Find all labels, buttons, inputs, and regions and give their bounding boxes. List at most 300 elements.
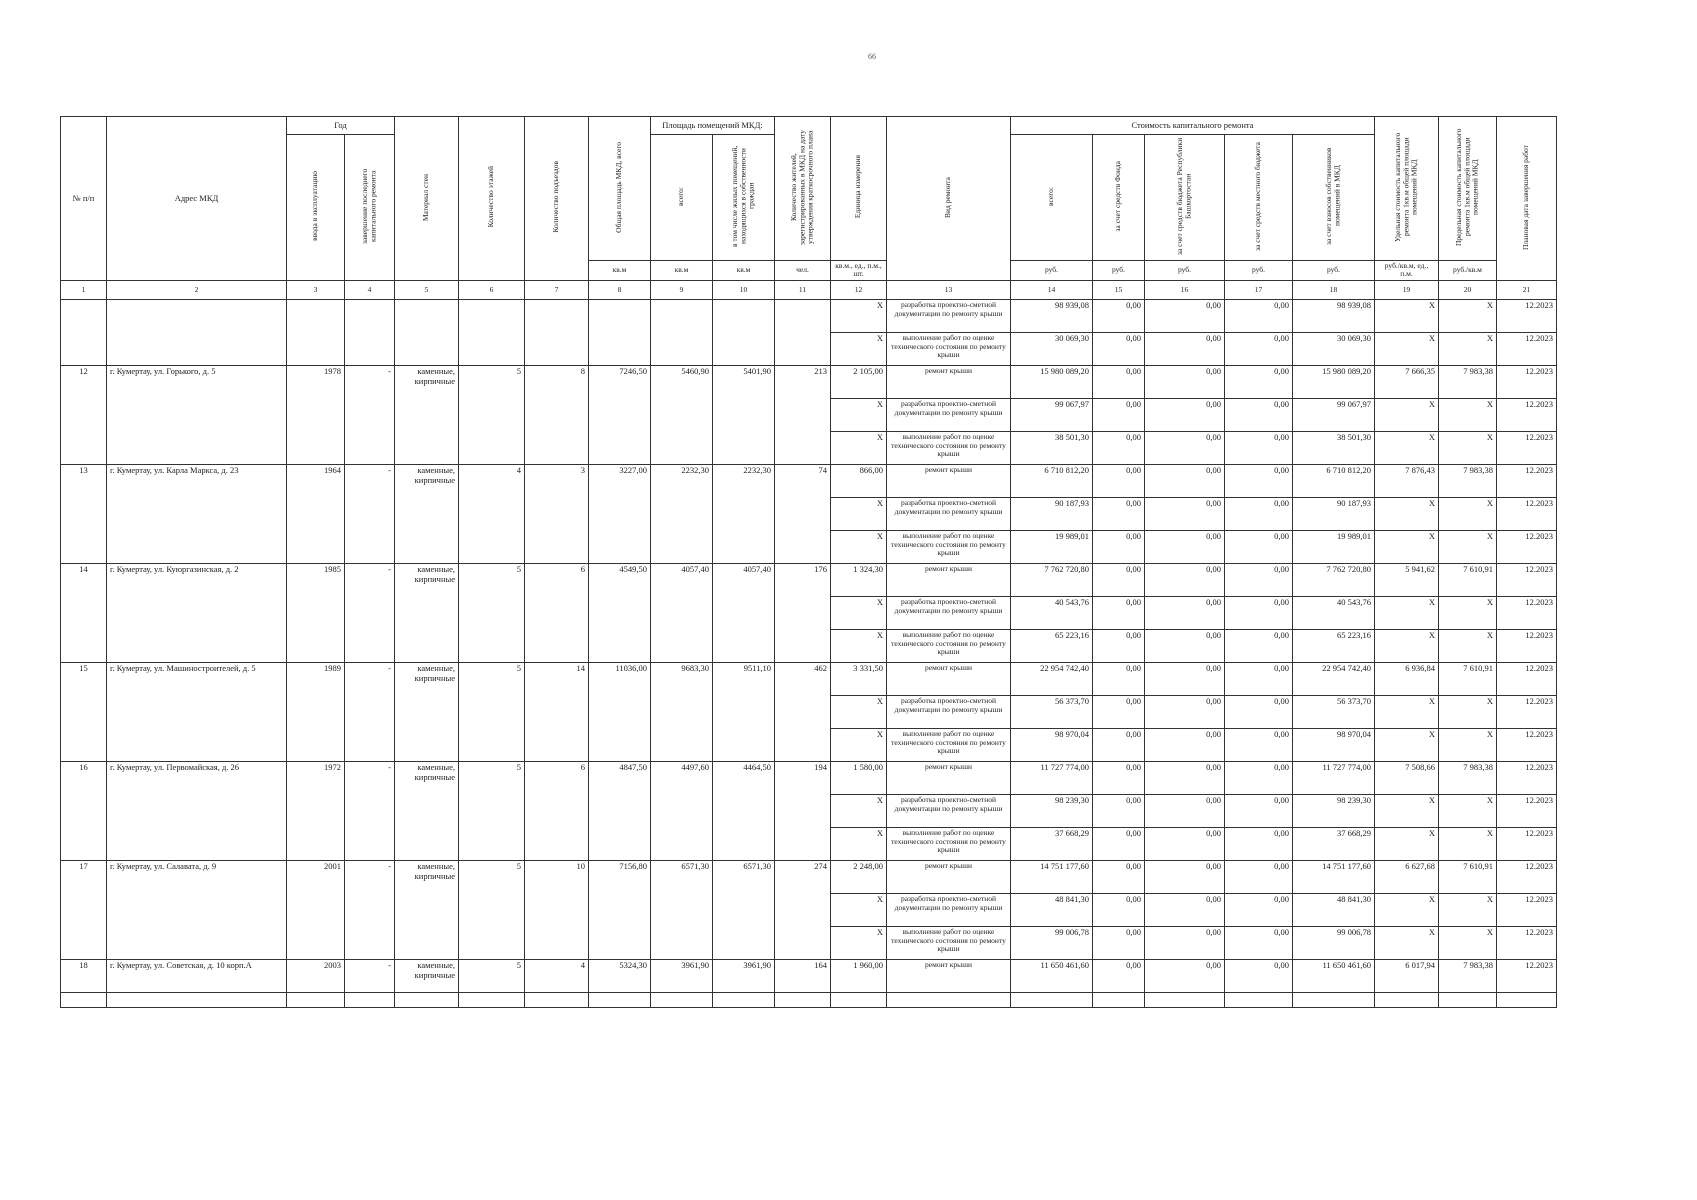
cost-local: 0,00: [1225, 300, 1293, 333]
entrances-count: 4: [525, 960, 589, 993]
repair-plan-sheet: [60, 116, 1697, 1076]
column-number: 14: [1011, 281, 1093, 300]
empty-cell: [775, 300, 831, 366]
cost-fund: 0,00: [1093, 696, 1145, 729]
x-mark: X: [1439, 927, 1497, 960]
x-mark: X: [831, 597, 887, 630]
repair-type: ремонт крыши: [887, 762, 1011, 795]
column-number: 2: [107, 281, 287, 300]
cost-local: 0,00: [1225, 795, 1293, 828]
cost-local: 0,00: [1225, 465, 1293, 498]
floors-count: 5: [459, 564, 525, 663]
x-mark: X: [1439, 828, 1497, 861]
cost-total: 65 223,16: [1011, 630, 1093, 663]
cost-total: 19 989,01: [1011, 531, 1093, 564]
unit-measure-unit: кв.м., ед., п.м., шт.: [831, 260, 887, 280]
row-number: 16: [61, 762, 107, 861]
repair-type: выполнение работ по оценке технического состояния по ремонту крыши: [887, 531, 1011, 564]
column-number: 1: [61, 281, 107, 300]
residents-count: 274: [775, 861, 831, 960]
header-address: Адрес МКД: [107, 117, 287, 281]
column-number: 12: [831, 281, 887, 300]
cost-fund: 0,00: [1093, 300, 1145, 333]
cost-total: 11 650 461,60: [1011, 960, 1093, 993]
column-number: 3: [287, 281, 345, 300]
cost-republic: 0,00: [1145, 828, 1225, 861]
cost-local: 0,00: [1225, 828, 1293, 861]
cost-total: 22 954 742,40: [1011, 663, 1093, 696]
premises-residents: 4464,50: [713, 762, 775, 861]
empty-cell: [1145, 993, 1225, 1008]
wall-material: каменные, кирпичные: [395, 861, 459, 960]
x-mark: X: [831, 927, 887, 960]
x-mark: X: [1439, 696, 1497, 729]
residents-count: 164: [775, 960, 831, 993]
column-number: 21: [1497, 281, 1557, 300]
unit-max-cost: руб./кв.м: [1439, 260, 1497, 280]
empty-cell: [1225, 993, 1293, 1008]
max-cost: 7 983,38: [1439, 960, 1497, 993]
header-max-cost: Предельная стоимость капитального ремонта 1кв.м общей площади помещений МКД: [1439, 117, 1497, 261]
repair-type: ремонт крыши: [887, 465, 1011, 498]
planned-date: 12.2023: [1497, 762, 1557, 795]
premises-residents: 3961,90: [713, 960, 775, 993]
premises-total: 9683,30: [651, 663, 713, 762]
residents-count: 74: [775, 465, 831, 564]
planned-date: 12.2023: [1497, 564, 1557, 597]
empty-cell: [395, 300, 459, 366]
unit-cost: 6 017,94: [1375, 960, 1439, 993]
planned-date: 12.2023: [1497, 531, 1557, 564]
x-mark: X: [1375, 399, 1439, 432]
unit-total-area: кв.м: [589, 260, 651, 280]
premises-residents: 5401,90: [713, 366, 775, 465]
repair-type: выполнение работ по оценке технического состояния по ремонту крыши: [887, 927, 1011, 960]
empty-cell: [1093, 993, 1145, 1008]
cost-fund: 0,00: [1093, 399, 1145, 432]
cost-total: 7 762 720,80: [1011, 564, 1093, 597]
unit-cost-republic: руб.: [1145, 260, 1225, 280]
empty-cell: [61, 993, 107, 1008]
cost-owners: 22 954 742,40: [1293, 663, 1375, 696]
cost-republic: 0,00: [1145, 366, 1225, 399]
measure-value: 1 580,00: [831, 762, 887, 795]
empty-cell: [287, 993, 345, 1008]
max-cost: 7 983,38: [1439, 762, 1497, 795]
year-last-repair: -: [345, 861, 395, 960]
planned-date: 12.2023: [1497, 399, 1557, 432]
cost-republic: 0,00: [1145, 432, 1225, 465]
planned-date: 12.2023: [1497, 861, 1557, 894]
row-number: 18: [61, 960, 107, 993]
residents-count: 213: [775, 366, 831, 465]
planned-date: 12.2023: [1497, 465, 1557, 498]
empty-cell: [345, 300, 395, 366]
row-number: 13: [61, 465, 107, 564]
empty-cell: [713, 300, 775, 366]
max-cost: 7 983,38: [1439, 465, 1497, 498]
planned-date: 12.2023: [1497, 894, 1557, 927]
max-cost: 7 983,38: [1439, 366, 1497, 399]
empty-cell: [395, 993, 459, 1008]
cost-local: 0,00: [1225, 696, 1293, 729]
table-row: [61, 861, 1557, 894]
planned-date: 12.2023: [1497, 927, 1557, 960]
table-row: [61, 960, 1557, 993]
empty-cell: [1293, 993, 1375, 1008]
entrances-count: 14: [525, 663, 589, 762]
x-mark: X: [1375, 597, 1439, 630]
planned-date: 12.2023: [1497, 432, 1557, 465]
column-number: 11: [775, 281, 831, 300]
cost-local: 0,00: [1225, 729, 1293, 762]
x-mark: X: [831, 333, 887, 366]
cost-total: 98 239,30: [1011, 795, 1093, 828]
empty-cell: [589, 993, 651, 1008]
floors-count: 5: [459, 861, 525, 960]
year-commission: 1978: [287, 366, 345, 465]
unit-cost: 7 508,66: [1375, 762, 1439, 795]
repair-type: разработка проектно-сметной документации по ремонту крыши: [887, 498, 1011, 531]
x-mark: X: [1375, 432, 1439, 465]
x-mark: X: [831, 300, 887, 333]
column-number: 18: [1293, 281, 1375, 300]
entrances-count: 10: [525, 861, 589, 960]
empty-cell: [651, 300, 713, 366]
cost-total: 37 668,29: [1011, 828, 1093, 861]
x-mark: X: [1439, 399, 1497, 432]
max-cost: 7 610,91: [1439, 663, 1497, 696]
empty-cell: [651, 993, 713, 1008]
total-area: 4847,50: [589, 762, 651, 861]
cost-owners: 19 989,01: [1293, 531, 1375, 564]
year-commission: 1985: [287, 564, 345, 663]
cost-total: 15 980 089,20: [1011, 366, 1093, 399]
cost-local: 0,00: [1225, 663, 1293, 696]
cost-total: 14 751 177,60: [1011, 861, 1093, 894]
x-mark: X: [1375, 333, 1439, 366]
cost-owners: 11 650 461,60: [1293, 960, 1375, 993]
cost-local: 0,00: [1225, 498, 1293, 531]
column-number: 17: [1225, 281, 1293, 300]
unit-cost: 6 936,84: [1375, 663, 1439, 696]
header-measure-unit: Единица измерения: [831, 117, 887, 261]
total-area: 11036,00: [589, 663, 651, 762]
cost-local: 0,00: [1225, 432, 1293, 465]
header-cost-local: за счет средств местного бюджета: [1225, 135, 1293, 261]
premises-residents: 6571,30: [713, 861, 775, 960]
cost-owners: 14 751 177,60: [1293, 861, 1375, 894]
x-mark: X: [831, 696, 887, 729]
entrances-count: 6: [525, 762, 589, 861]
cost-owners: 90 187,93: [1293, 498, 1375, 531]
cost-republic: 0,00: [1145, 960, 1225, 993]
cost-total: 90 187,93: [1011, 498, 1093, 531]
measure-value: 2 248,00: [831, 861, 887, 894]
building-address: г. Кумертау, ул. Куюргазинская, д. 2: [107, 564, 287, 663]
cost-local: 0,00: [1225, 861, 1293, 894]
unit-cost: 5 941,62: [1375, 564, 1439, 597]
cost-fund: 0,00: [1093, 762, 1145, 795]
cost-fund: 0,00: [1093, 564, 1145, 597]
column-number: 5: [395, 281, 459, 300]
year-last-repair: -: [345, 663, 395, 762]
header-year-last-repair: завершение последнего капитального ремонта: [345, 135, 395, 281]
empty-cell: [525, 993, 589, 1008]
floors-count: 5: [459, 960, 525, 993]
column-number: 8: [589, 281, 651, 300]
cost-owners: 48 841,30: [1293, 894, 1375, 927]
x-mark: X: [1439, 531, 1497, 564]
floors-count: 5: [459, 366, 525, 465]
x-mark: X: [1375, 498, 1439, 531]
unit-cost: 7 666,35: [1375, 366, 1439, 399]
measure-value: 1 324,30: [831, 564, 887, 597]
wall-material: каменные, кирпичные: [395, 960, 459, 993]
header-wall-material: Материал стен: [395, 117, 459, 281]
total-area: 7246,50: [589, 366, 651, 465]
empty-cell: [831, 993, 887, 1008]
x-mark: X: [831, 531, 887, 564]
column-number: 13: [887, 281, 1011, 300]
cost-owners: 11 727 774,00: [1293, 762, 1375, 795]
building-address: г. Кумертау, ул. Салавата, д. 9: [107, 861, 287, 960]
cost-fund: 0,00: [1093, 729, 1145, 762]
cost-total: 56 373,70: [1011, 696, 1093, 729]
empty-cell: [345, 993, 395, 1008]
table-body: [61, 300, 1557, 1008]
planned-date: 12.2023: [1497, 630, 1557, 663]
measure-value: 866,00: [831, 465, 887, 498]
cost-republic: 0,00: [1145, 498, 1225, 531]
year-last-repair: -: [345, 564, 395, 663]
header-premises-total: всего:: [651, 135, 713, 261]
cost-fund: 0,00: [1093, 663, 1145, 696]
header-planned-date: Плановая дата завершения работ: [1497, 117, 1557, 281]
measure-value: 3 331,50: [831, 663, 887, 696]
cost-local: 0,00: [1225, 531, 1293, 564]
cost-owners: 30 069,30: [1293, 333, 1375, 366]
x-mark: X: [1439, 729, 1497, 762]
empty-cell: [61, 300, 107, 366]
unit-premises-total: кв.м: [651, 260, 713, 280]
floors-count: 5: [459, 762, 525, 861]
repair-type: разработка проектно-сметной документации по ремонту крыши: [887, 696, 1011, 729]
empty-cell: [107, 993, 287, 1008]
wall-material: каменные, кирпичные: [395, 564, 459, 663]
cost-owners: 40 543,76: [1293, 597, 1375, 630]
year-last-repair: -: [345, 465, 395, 564]
table-row: [61, 762, 1557, 795]
unit-cost-owners: руб.: [1293, 260, 1375, 280]
planned-date: 12.2023: [1497, 696, 1557, 729]
cost-local: 0,00: [1225, 894, 1293, 927]
cost-fund: 0,00: [1093, 828, 1145, 861]
wall-material: каменные, кирпичные: [395, 465, 459, 564]
cost-owners: 98 239,30: [1293, 795, 1375, 828]
repair-type: выполнение работ по оценке технического состояния по ремонту крыши: [887, 630, 1011, 663]
cost-republic: 0,00: [1145, 399, 1225, 432]
empty-cell: [459, 993, 525, 1008]
cost-total: 99 067,97: [1011, 399, 1093, 432]
cost-republic: 0,00: [1145, 861, 1225, 894]
wall-material: каменные, кирпичные: [395, 366, 459, 465]
premises-total: 2232,30: [651, 465, 713, 564]
cost-fund: 0,00: [1093, 795, 1145, 828]
header-no: № п/п: [61, 117, 107, 281]
wall-material: каменные, кирпичные: [395, 762, 459, 861]
cost-republic: 0,00: [1145, 696, 1225, 729]
header-total-area: Общая площадь МКД, всего: [589, 117, 651, 261]
year-commission: 2001: [287, 861, 345, 960]
planned-date: 12.2023: [1497, 795, 1557, 828]
column-number: 16: [1145, 281, 1225, 300]
unit-premises-residents: кв.м: [713, 260, 775, 280]
premises-total: 4057,40: [651, 564, 713, 663]
cost-republic: 0,00: [1145, 597, 1225, 630]
header-floors: Количество этажей: [459, 117, 525, 281]
table-row: [61, 663, 1557, 696]
row-number: 15: [61, 663, 107, 762]
cost-total: 99 006,78: [1011, 927, 1093, 960]
cost-republic: 0,00: [1145, 630, 1225, 663]
unit-cost-local: руб.: [1225, 260, 1293, 280]
column-number: 10: [713, 281, 775, 300]
cost-fund: 0,00: [1093, 861, 1145, 894]
x-mark: X: [831, 828, 887, 861]
repair-type: выполнение работ по оценке технического состояния по ремонту крыши: [887, 333, 1011, 366]
measure-value: 1 960,00: [831, 960, 887, 993]
building-address: г. Кумертау, ул. Машиностроителей, д. 5: [107, 663, 287, 762]
cost-owners: 7 762 720,80: [1293, 564, 1375, 597]
cost-fund: 0,00: [1093, 498, 1145, 531]
x-mark: X: [1439, 498, 1497, 531]
cost-local: 0,00: [1225, 597, 1293, 630]
x-mark: X: [1439, 630, 1497, 663]
header-cost-total: всего:: [1011, 135, 1093, 261]
year-last-repair: -: [345, 960, 395, 993]
cost-republic: 0,00: [1145, 795, 1225, 828]
unit-cost: 7 876,43: [1375, 465, 1439, 498]
x-mark: X: [1375, 828, 1439, 861]
planned-date: 12.2023: [1497, 828, 1557, 861]
header-residents: Количество жителей, зарегистрированных в МКД на дату утверждения краткосрочного плана: [775, 117, 831, 261]
premises-total: 3961,90: [651, 960, 713, 993]
cost-owners: 99 006,78: [1293, 927, 1375, 960]
cost-republic: 0,00: [1145, 333, 1225, 366]
floors-count: 5: [459, 663, 525, 762]
unit-residents: чел.: [775, 260, 831, 280]
building-address: г. Кумертау, ул. Советская, д. 10 корп.А: [107, 960, 287, 993]
repair-type: выполнение работ по оценке технического состояния по ремонту крыши: [887, 729, 1011, 762]
residents-count: 176: [775, 564, 831, 663]
repair-type: разработка проектно-сметной документации по ремонту крыши: [887, 795, 1011, 828]
cost-total: 48 841,30: [1011, 894, 1093, 927]
page-number: 66: [868, 52, 876, 61]
unit-unit-cost: руб./кв.м, ед., п.м.: [1375, 260, 1439, 280]
column-number: 9: [651, 281, 713, 300]
cost-local: 0,00: [1225, 333, 1293, 366]
x-mark: X: [1375, 894, 1439, 927]
cost-local: 0,00: [1225, 366, 1293, 399]
x-mark: X: [831, 498, 887, 531]
max-cost: 7 610,91: [1439, 564, 1497, 597]
planned-date: 12.2023: [1497, 960, 1557, 993]
year-last-repair: -: [345, 762, 395, 861]
premises-residents: 2232,30: [713, 465, 775, 564]
header-cost-fund: за счет средств Фонда: [1093, 135, 1145, 261]
header-year-commission: ввода в эксплуатацию: [287, 135, 345, 281]
cost-total: 40 543,76: [1011, 597, 1093, 630]
year-commission: 1964: [287, 465, 345, 564]
cost-total: 38 501,30: [1011, 432, 1093, 465]
x-mark: X: [831, 432, 887, 465]
cost-fund: 0,00: [1093, 894, 1145, 927]
cost-owners: 38 501,30: [1293, 432, 1375, 465]
planned-date: 12.2023: [1497, 333, 1557, 366]
repair-type: выполнение работ по оценке технического состояния по ремонту крыши: [887, 432, 1011, 465]
x-mark: X: [1439, 432, 1497, 465]
residents-count: 194: [775, 762, 831, 861]
wall-material: каменные, кирпичные: [395, 663, 459, 762]
cost-fund: 0,00: [1093, 597, 1145, 630]
x-mark: X: [1439, 300, 1497, 333]
repair-type: ремонт крыши: [887, 861, 1011, 894]
header-cost-republic: за счет средств бюджета Республики Башкортостан: [1145, 135, 1225, 261]
x-mark: X: [831, 729, 887, 762]
repair-plan-table: [60, 116, 1557, 1008]
residents-count: 462: [775, 663, 831, 762]
empty-cell: [887, 993, 1011, 1008]
cost-republic: 0,00: [1145, 465, 1225, 498]
building-address: г. Кумертау, ул. Первомайская, д. 26: [107, 762, 287, 861]
empty-cell: [525, 300, 589, 366]
cost-fund: 0,00: [1093, 960, 1145, 993]
cost-republic: 0,00: [1145, 564, 1225, 597]
header-premises-residents: в том числе жилых помещений, находящихся в собственности граждан: [713, 135, 775, 261]
cost-fund: 0,00: [1093, 465, 1145, 498]
cost-local: 0,00: [1225, 960, 1293, 993]
empty-cell: [1497, 993, 1557, 1008]
planned-date: 12.2023: [1497, 300, 1557, 333]
column-number: 7: [525, 281, 589, 300]
repair-type: разработка проектно-сметной документации по ремонту крыши: [887, 894, 1011, 927]
table-row: [61, 366, 1557, 399]
x-mark: X: [1375, 927, 1439, 960]
premises-total: 6571,30: [651, 861, 713, 960]
empty-cell: [589, 300, 651, 366]
x-mark: X: [831, 894, 887, 927]
cost-local: 0,00: [1225, 762, 1293, 795]
total-area: 5324,30: [589, 960, 651, 993]
header-cost-group: Стоимость капитального ремонта: [1011, 117, 1375, 135]
cost-owners: 98 970,04: [1293, 729, 1375, 762]
table-header: [61, 117, 1557, 300]
planned-date: 12.2023: [1497, 498, 1557, 531]
row-number: 17: [61, 861, 107, 960]
max-cost: 7 610,91: [1439, 861, 1497, 894]
year-commission: 1989: [287, 663, 345, 762]
header-year-group: Год: [287, 117, 395, 135]
cost-fund: 0,00: [1093, 531, 1145, 564]
cost-owners: 56 373,70: [1293, 696, 1375, 729]
premises-total: 4497,60: [651, 762, 713, 861]
cost-owners: 98 939,08: [1293, 300, 1375, 333]
cost-republic: 0,00: [1145, 894, 1225, 927]
entrances-count: 3: [525, 465, 589, 564]
row-number: 12: [61, 366, 107, 465]
premises-residents: 4057,40: [713, 564, 775, 663]
